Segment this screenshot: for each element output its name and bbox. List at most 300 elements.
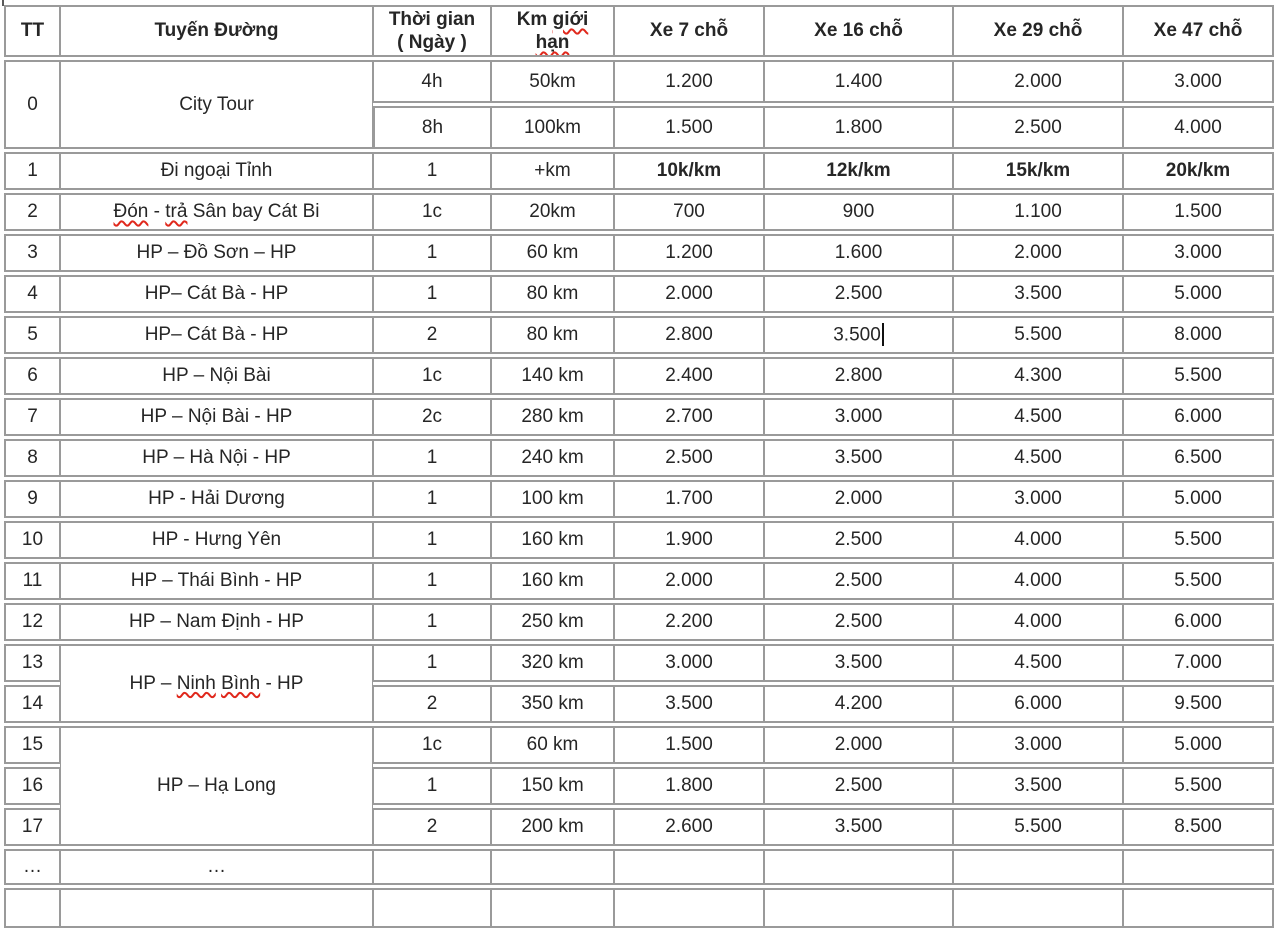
table-row: [4, 357, 1274, 395]
cell-route[interactable]: [60, 562, 373, 600]
cell-km-limit[interactable]: 150 km: [491, 767, 614, 805]
misspelled-word: trả: [165, 201, 188, 222]
cell-price[interactable]: [1123, 152, 1274, 190]
cell-route[interactable]: [60, 193, 373, 231]
cell-price[interactable]: [764, 726, 953, 764]
text-run: HP – Nội Bài - HP: [140, 406, 293, 427]
cell-price[interactable]: [764, 316, 953, 354]
cell-price[interactable]: [614, 808, 764, 846]
header-line: [959, 19, 1117, 42]
cell-price[interactable]: [614, 106, 764, 149]
cell-duration[interactable]: 4h: [373, 60, 491, 103]
cell-price[interactable]: [764, 888, 953, 928]
cell-tt[interactable]: 16: [4, 767, 60, 805]
text-run: TT: [20, 20, 45, 42]
cell-price[interactable]: [614, 234, 764, 272]
cell-price[interactable]: [953, 726, 1123, 764]
cell-duration[interactable]: 2: [373, 316, 491, 354]
cell-km-limit[interactable]: 160 km: [491, 562, 614, 600]
cell-route[interactable]: [60, 439, 373, 477]
cell-price[interactable]: [1123, 562, 1274, 600]
cell-duration[interactable]: 1: [373, 480, 491, 518]
price-value: 2.000: [665, 283, 713, 304]
price-value: 2.500: [834, 775, 883, 796]
price-value: 5.500: [1174, 775, 1222, 796]
table-row: [4, 644, 1274, 682]
text-run: …: [207, 856, 226, 877]
text-run: - HP: [260, 672, 304, 694]
text-run: HP – Hạ Long: [156, 775, 276, 796]
price-value: 8.500: [1174, 816, 1222, 837]
column-header[interactable]: [4, 5, 60, 57]
cell-duration[interactable]: 1: [373, 603, 491, 641]
price-value: 2.000: [1014, 70, 1062, 92]
price-value: 2.800: [834, 365, 883, 386]
cell-price[interactable]: [1123, 685, 1274, 723]
cell-price[interactable]: [764, 234, 953, 272]
price-value: 1.600: [834, 242, 883, 263]
cell-duration[interactable]: 1: [373, 644, 491, 682]
text-run: HP– Cát Bà - HP: [144, 283, 289, 304]
table-row: [4, 849, 1274, 885]
header-line: [66, 19, 367, 42]
price-value: 1.500: [665, 116, 713, 138]
table-row: [4, 234, 1274, 272]
text-run: HP – Thái Bình - HP: [130, 570, 303, 591]
price-value: 1.200: [665, 242, 713, 263]
cell-duration[interactable]: 1: [373, 767, 491, 805]
price-value: 4.000: [1174, 116, 1222, 138]
cell-tt[interactable]: 3: [4, 234, 60, 272]
cell-price[interactable]: [764, 275, 953, 313]
column-header[interactable]: [373, 5, 491, 57]
cell-duration[interactable]: 8h: [373, 106, 491, 149]
price-value: 3.000: [1014, 488, 1062, 509]
cell-price[interactable]: [614, 685, 764, 723]
header-line: [770, 19, 947, 42]
price-value: 6.000: [1174, 406, 1222, 427]
price-value: 6.000: [1174, 611, 1222, 632]
cell-km-limit[interactable]: [491, 888, 614, 928]
price-value: 900: [842, 201, 875, 222]
cell-price[interactable]: [764, 521, 953, 559]
cell-price[interactable]: [953, 193, 1123, 231]
cell-price[interactable]: [1123, 316, 1274, 354]
price-value: 4.500: [1014, 447, 1062, 468]
price-value: 1.800: [665, 775, 713, 796]
text-run: Đi ngoại Tỉnh: [160, 160, 273, 181]
cell-price[interactable]: [1123, 603, 1274, 641]
price-value: 4.500: [1014, 406, 1062, 427]
cell-km-limit[interactable]: 240 km: [491, 439, 614, 477]
cell-km-limit[interactable]: 100km: [491, 106, 614, 149]
price-value: 5.500: [1174, 529, 1222, 550]
price-value: 3.500: [834, 447, 883, 468]
cell-price[interactable]: [1123, 193, 1274, 231]
table-row: [4, 439, 1274, 477]
cell-tt[interactable]: 5: [4, 316, 60, 354]
cell-tt[interactable]: 7: [4, 398, 60, 436]
price-value: 20k/km: [1165, 160, 1231, 181]
price-value: 5.500: [1014, 816, 1062, 837]
column-header[interactable]: [491, 5, 614, 57]
price-value: 6.500: [1174, 447, 1222, 468]
cell-duration[interactable]: 1: [373, 439, 491, 477]
text-run: Xe 29 chỗ: [993, 20, 1083, 42]
price-value: 3.000: [1174, 242, 1222, 263]
cell-duration[interactable]: 1: [373, 275, 491, 313]
text-run: Sân bay Cát Bi: [187, 201, 320, 222]
cell-km-limit[interactable]: 160 km: [491, 521, 614, 559]
price-value: 5.500: [1174, 570, 1222, 591]
price-value: 3.500: [1014, 283, 1062, 304]
price-value: 2.000: [834, 734, 883, 755]
table-row: [4, 193, 1274, 231]
cell-price[interactable]: [953, 603, 1123, 641]
text-run: Xe 7 chỗ: [649, 20, 729, 42]
table-row: [4, 60, 1274, 103]
cell-price[interactable]: [614, 439, 764, 477]
cell-price[interactable]: [614, 316, 764, 354]
text-run: HP - Hưng Yên: [151, 529, 282, 550]
cell-price[interactable]: [614, 767, 764, 805]
table-row: [4, 888, 1274, 928]
cell-tt[interactable]: 0: [4, 60, 60, 149]
cell-tt[interactable]: 11: [4, 562, 60, 600]
table-row: [4, 152, 1274, 190]
cell-duration[interactable]: 1c: [373, 193, 491, 231]
price-value: 2.500: [665, 447, 713, 468]
cell-price[interactable]: [953, 439, 1123, 477]
header-line: [379, 31, 485, 54]
cell-price[interactable]: [764, 849, 953, 885]
cell-route[interactable]: [60, 234, 373, 272]
cell-route[interactable]: [60, 398, 373, 436]
cell-price[interactable]: [1123, 808, 1274, 846]
cell-tt[interactable]: 14: [4, 685, 60, 723]
text-run: HP – Hà Nội - HP: [142, 447, 291, 468]
cell-price[interactable]: [1123, 644, 1274, 682]
cell-route[interactable]: [60, 480, 373, 518]
cell-route[interactable]: [60, 521, 373, 559]
cell-tt[interactable]: 13: [4, 644, 60, 682]
text-run: HP– Cát Bà - HP: [144, 324, 289, 345]
price-value: 1.500: [1174, 201, 1222, 222]
text-run: City Tour: [179, 93, 254, 115]
cell-duration[interactable]: 1: [373, 152, 491, 190]
cell-route[interactable]: [60, 357, 373, 395]
cell-price[interactable]: [614, 357, 764, 395]
price-value: 3.500: [833, 324, 881, 346]
price-value: 9.500: [1174, 693, 1222, 714]
price-value: 3.000: [1174, 70, 1222, 92]
price-value: 3.000: [834, 406, 883, 427]
cell-price[interactable]: [953, 849, 1123, 885]
column-header[interactable]: [764, 5, 953, 57]
price-value: 1.900: [665, 529, 713, 550]
price-value: 5.500: [1014, 324, 1062, 345]
cell-price[interactable]: [953, 685, 1123, 723]
cell-price[interactable]: [1123, 60, 1274, 103]
misspelled-word: Ninh: [176, 672, 216, 694]
cell-price[interactable]: [614, 275, 764, 313]
cell-km-limit[interactable]: 60 km: [491, 726, 614, 764]
cell-price[interactable]: [953, 644, 1123, 682]
cell-tt[interactable]: …: [4, 849, 60, 885]
cell-km-limit[interactable]: 200 km: [491, 808, 614, 846]
cell-price[interactable]: [953, 398, 1123, 436]
cell-route[interactable]: [60, 60, 373, 149]
cell-price[interactable]: [764, 152, 953, 190]
cell-price[interactable]: [1123, 849, 1274, 885]
cell-price[interactable]: [764, 357, 953, 395]
cell-route[interactable]: [60, 726, 373, 846]
cell-price[interactable]: [1123, 726, 1274, 764]
table-row: [4, 603, 1274, 641]
price-value: 3.000: [1014, 734, 1062, 755]
cell-price[interactable]: [764, 60, 953, 103]
cell-price[interactable]: [953, 562, 1123, 600]
price-value: 2.400: [665, 365, 713, 386]
cell-price[interactable]: [953, 275, 1123, 313]
price-value: 12k/km: [826, 160, 891, 181]
cell-price[interactable]: [953, 521, 1123, 559]
column-header[interactable]: [1123, 5, 1274, 57]
header-line: [379, 8, 485, 31]
cell-price[interactable]: [953, 60, 1123, 103]
cell-price[interactable]: [614, 193, 764, 231]
cell-tt[interactable]: 10: [4, 521, 60, 559]
misspelled-word: hạn: [535, 32, 570, 53]
misspelled-word: Đón: [113, 201, 149, 222]
cell-price[interactable]: [953, 234, 1123, 272]
document-area: [4, 2, 1274, 931]
cell-tt[interactable]: 17: [4, 808, 60, 846]
cell-price[interactable]: [764, 106, 953, 149]
cell-price[interactable]: [764, 603, 953, 641]
cell-km-limit[interactable]: 140 km: [491, 357, 614, 395]
misspelled-word: Bình: [221, 672, 261, 694]
text-run: Tuyến Đường: [154, 20, 279, 42]
table-row: [4, 726, 1274, 764]
table-row: [4, 562, 1274, 600]
cell-km-limit[interactable]: 20km: [491, 193, 614, 231]
header-line: [497, 8, 608, 31]
cell-price[interactable]: [614, 480, 764, 518]
cell-price[interactable]: [764, 644, 953, 682]
cell-price[interactable]: [1123, 357, 1274, 395]
cell-price[interactable]: [953, 767, 1123, 805]
price-value: 5.000: [1174, 488, 1222, 509]
price-value: 8.000: [1174, 324, 1222, 345]
cell-tt[interactable]: 15: [4, 726, 60, 764]
cell-duration[interactable]: [373, 849, 491, 885]
price-value: 2.500: [834, 283, 883, 304]
cell-duration[interactable]: 1c: [373, 357, 491, 395]
cell-duration[interactable]: 2: [373, 808, 491, 846]
cell-price[interactable]: [614, 562, 764, 600]
cell-price[interactable]: [764, 808, 953, 846]
price-value: 1.400: [834, 70, 883, 92]
cell-price[interactable]: [1123, 439, 1274, 477]
price-value: 6.000: [1014, 693, 1062, 714]
cell-km-limit[interactable]: 80 km: [491, 316, 614, 354]
cell-price[interactable]: [614, 521, 764, 559]
cell-price[interactable]: [764, 439, 953, 477]
header-row: [4, 5, 1274, 57]
cell-price[interactable]: [953, 106, 1123, 149]
cell-route[interactable]: [60, 888, 373, 928]
cell-tt[interactable]: 4: [4, 275, 60, 313]
text-run: Xe 47 chỗ: [1153, 20, 1243, 42]
cell-price[interactable]: [614, 603, 764, 641]
cell-tt[interactable]: 1: [4, 152, 60, 190]
pricing-table: [4, 2, 1274, 931]
table-row: [4, 521, 1274, 559]
cell-km-limit[interactable]: 250 km: [491, 603, 614, 641]
cell-duration[interactable]: 1: [373, 234, 491, 272]
cell-price[interactable]: [614, 849, 764, 885]
cell-price[interactable]: [1123, 398, 1274, 436]
header-line: [620, 19, 758, 42]
price-value: 2.000: [834, 488, 883, 509]
cell-tt[interactable]: 12: [4, 603, 60, 641]
cell-price[interactable]: [1123, 106, 1274, 149]
table-body: [4, 60, 1274, 928]
cell-price[interactable]: [953, 808, 1123, 846]
cell-duration[interactable]: 1c: [373, 726, 491, 764]
price-value: 3.500: [834, 816, 883, 837]
cell-price[interactable]: [764, 767, 953, 805]
cell-price[interactable]: [953, 480, 1123, 518]
price-value: 15k/km: [1005, 160, 1071, 181]
cell-price[interactable]: [1123, 275, 1274, 313]
text-run: HP – Nam Định - HP: [129, 611, 304, 632]
cell-price[interactable]: [1123, 234, 1274, 272]
price-value: 4.000: [1014, 570, 1062, 591]
cell-price[interactable]: [1123, 521, 1274, 559]
text-run: HP –: [129, 672, 177, 694]
cell-tt[interactable]: 6: [4, 357, 60, 395]
price-value: 1.800: [834, 116, 883, 138]
table-row: [4, 316, 1274, 354]
cell-duration[interactable]: 2c: [373, 398, 491, 436]
text-run: HP - Hải Dương: [148, 488, 285, 509]
price-value: 10k/km: [656, 160, 722, 181]
cell-km-limit[interactable]: +km: [491, 152, 614, 190]
price-value: 3.500: [1014, 775, 1062, 796]
cell-price[interactable]: [614, 152, 764, 190]
text-run: HP – Đồ Sơn – HP: [136, 242, 297, 263]
cell-price[interactable]: [614, 398, 764, 436]
cell-price[interactable]: [614, 644, 764, 682]
cell-tt[interactable]: [4, 888, 60, 928]
cell-price[interactable]: [614, 60, 764, 103]
price-value: 7.000: [1174, 652, 1222, 673]
table-header: [4, 5, 1274, 57]
price-value: 1.100: [1014, 201, 1062, 222]
cell-price[interactable]: [764, 398, 953, 436]
cell-km-limit[interactable]: 280 km: [491, 398, 614, 436]
text-run: -: [148, 201, 166, 222]
price-value: 3.500: [834, 652, 883, 673]
cell-km-limit[interactable]: [491, 849, 614, 885]
price-value: 5.000: [1174, 283, 1222, 304]
header-line: [11, 19, 54, 42]
cell-route[interactable]: [60, 152, 373, 190]
price-value: 1.500: [665, 734, 713, 755]
price-value: 2.800: [665, 324, 713, 345]
cell-duration[interactable]: [373, 888, 491, 928]
cell-km-limit[interactable]: 350 km: [491, 685, 614, 723]
cell-duration[interactable]: 1: [373, 521, 491, 559]
cell-price[interactable]: [614, 888, 764, 928]
cell-km-limit[interactable]: 50km: [491, 60, 614, 103]
table-row: [4, 398, 1274, 436]
cell-price[interactable]: [1123, 767, 1274, 805]
cell-tt[interactable]: 2: [4, 193, 60, 231]
cell-price[interactable]: [953, 316, 1123, 354]
cell-km-limit[interactable]: 320 km: [491, 644, 614, 682]
cell-route[interactable]: [60, 644, 373, 723]
cell-price[interactable]: [614, 726, 764, 764]
cell-km-limit[interactable]: 60 km: [491, 234, 614, 272]
cell-duration[interactable]: 1: [373, 562, 491, 600]
cell-route[interactable]: [60, 603, 373, 641]
column-header[interactable]: [953, 5, 1123, 57]
text-run: HP – Nội Bài: [162, 365, 271, 386]
cell-route[interactable]: [60, 316, 373, 354]
cell-km-limit[interactable]: 80 km: [491, 275, 614, 313]
cell-price[interactable]: [1123, 888, 1274, 928]
column-header[interactable]: [614, 5, 764, 57]
cell-price[interactable]: [764, 685, 953, 723]
price-value: 2.500: [834, 611, 883, 632]
price-value: 2.600: [665, 816, 713, 837]
price-value: 1.200: [665, 70, 713, 92]
text-run: ( Ngày ): [397, 32, 467, 53]
cell-tt[interactable]: 8: [4, 439, 60, 477]
column-header[interactable]: [60, 5, 373, 57]
cell-tt[interactable]: 9: [4, 480, 60, 518]
price-value: 2.000: [665, 570, 713, 591]
cell-route[interactable]: [60, 849, 373, 885]
price-value: 1.700: [665, 488, 713, 509]
text-run: Xe 16 chỗ: [814, 20, 903, 42]
cell-price[interactable]: [764, 480, 953, 518]
price-value: 4.300: [1014, 365, 1062, 386]
cell-price[interactable]: [953, 152, 1123, 190]
price-value: 4.500: [1014, 652, 1062, 673]
cell-price[interactable]: [953, 888, 1123, 928]
misspelled-word: giới: [552, 8, 589, 30]
cell-route[interactable]: [60, 275, 373, 313]
cell-price[interactable]: [1123, 480, 1274, 518]
price-value: 2.200: [665, 611, 713, 632]
cell-price[interactable]: [953, 357, 1123, 395]
price-value: 2.000: [1014, 242, 1062, 263]
cell-km-limit[interactable]: 100 km: [491, 480, 614, 518]
price-value: 4.000: [1014, 611, 1062, 632]
table-row: [4, 275, 1274, 313]
cell-duration[interactable]: 2: [373, 685, 491, 723]
cell-price[interactable]: [764, 193, 953, 231]
price-value: 2.500: [1014, 116, 1062, 138]
table-row: [4, 480, 1274, 518]
cell-price[interactable]: [764, 562, 953, 600]
header-line: [1129, 19, 1267, 42]
price-value: 2.700: [665, 406, 713, 427]
